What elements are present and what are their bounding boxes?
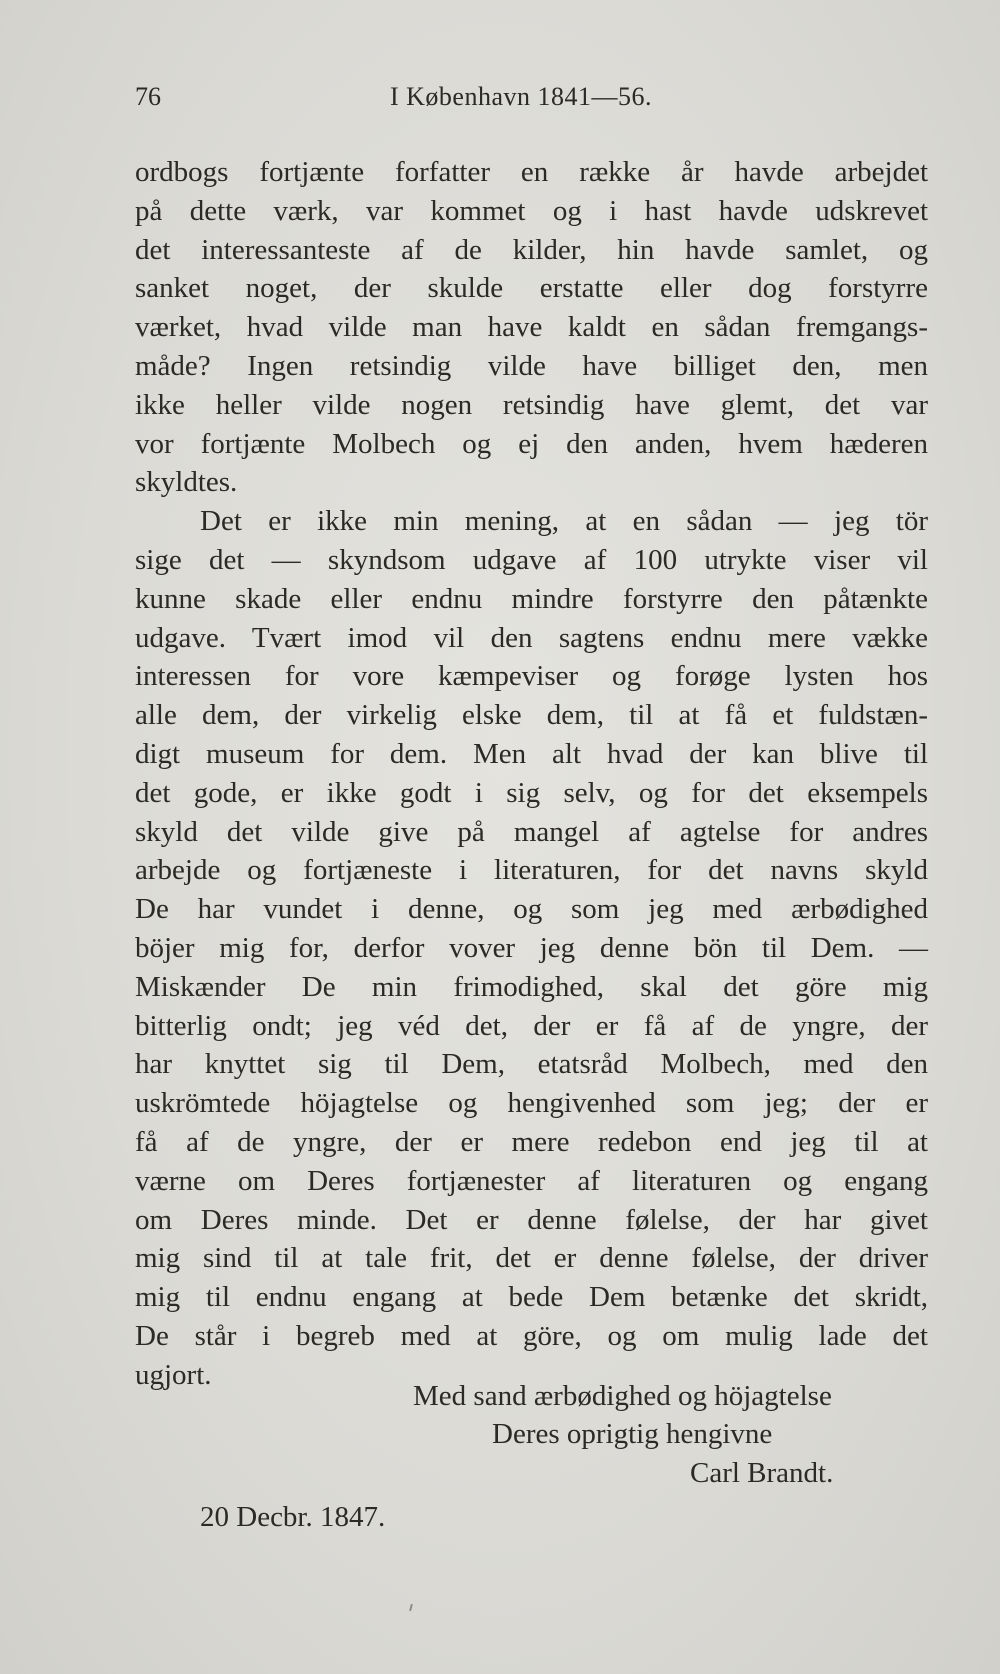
text-line: arbejde og fortjæneste i literaturen, for det navns skyld: [135, 854, 928, 887]
text-line: Miskænder De min frimodighed, skal det göre mig: [135, 970, 928, 1003]
page-number: 76: [135, 82, 161, 111]
closing-valediction: Deres oprigtig hengivne: [492, 1418, 773, 1450]
letter-body: [135, 153, 928, 1395]
text-line: om Deres minde. Det er denne følelse, der har givet: [135, 1203, 928, 1236]
text-line: Det er ikke min mening, at en sådan — jeg tör: [200, 505, 928, 538]
signature: Carl Brandt.: [690, 1457, 834, 1489]
text-line: ordbogs fortjænte forfatter en række år havde arbejdet: [135, 156, 928, 188]
text-line: det interessanteste af de kilder, hin havde samlet, og: [135, 233, 928, 266]
text-line: mig til endnu engang at bede Dem betænke det skridt,: [135, 1281, 928, 1314]
text-line: vor fortjænte Molbech og ej den anden, hvem hæderen: [135, 427, 928, 460]
running-head: I København 1841—56.: [390, 82, 653, 111]
text-line: mig sind til at tale frit, det er denne følelse, der driver: [135, 1242, 928, 1275]
text-line: De har vundet i denne, og som jeg med ærbødighed: [135, 893, 928, 926]
text-line: på dette værk, var kommet og i hast havde udskrevet: [135, 194, 928, 227]
text-line: værne om Deres fortjænester af literaturen og engang: [135, 1164, 928, 1197]
text-line: udgave. Tvært imod vil den sagtens endnu mere vække: [135, 621, 928, 654]
text-line: sanket noget, der skulde erstatte eller dog forstyrre: [135, 272, 928, 305]
closing-salutation: Med sand ærbødighed og höjagtelse: [413, 1380, 832, 1412]
text-line: böjer mig for, derfor vover jeg denne bön til Dem. —: [135, 931, 928, 964]
text-line: alle dem, der virkelig elske dem, til at få et fuldstæn-: [135, 699, 928, 732]
text-line: måde? Ingen retsindig vilde have billiget den, men: [135, 349, 928, 382]
text-line: værket, hvad vilde man have kaldt en sådan fremgangs-: [135, 311, 928, 344]
text-line: få af de yngre, der er mere redebon end jeg til at: [135, 1125, 928, 1158]
letter-date: 20 Decbr. 1847.: [200, 1501, 386, 1533]
text-line: har knyttet sig til Dem, etatsråd Molbech, med den: [135, 1048, 928, 1081]
text-line: De står i begreb med at göre, og om mulig lade det: [135, 1319, 928, 1352]
text-line: ugjort.: [135, 1358, 212, 1391]
paper-speck: [409, 1604, 413, 1611]
text-line: skyld det vilde give på mangel af agtelse for andres: [135, 815, 928, 848]
text-line: sige det — skyndsom udgave af 100 utrykte viser vil: [135, 543, 928, 576]
text-line: ikke heller vilde nogen retsindig have glemt, det var: [135, 388, 928, 421]
text-line: uskrömtede höjagtelse og hengivenhed som jeg; der er: [135, 1087, 928, 1120]
text-line: det gode, er ikke godt i sig selv, og for det eksempels: [135, 776, 928, 809]
text-line: interessen for vore kæmpeviser og forøge lysten hos: [135, 660, 928, 693]
text-line: kunne skade eller endnu mindre forstyrre den påtænkte: [135, 582, 928, 615]
text-line: digt museum for dem. Men alt hvad der kan blive til: [135, 737, 928, 770]
text-line: bitterlig ondt; jeg véd det, der er få af de yngre, der: [135, 1009, 928, 1042]
page-header: [135, 82, 935, 122]
text-line: skyldtes.: [135, 466, 238, 499]
